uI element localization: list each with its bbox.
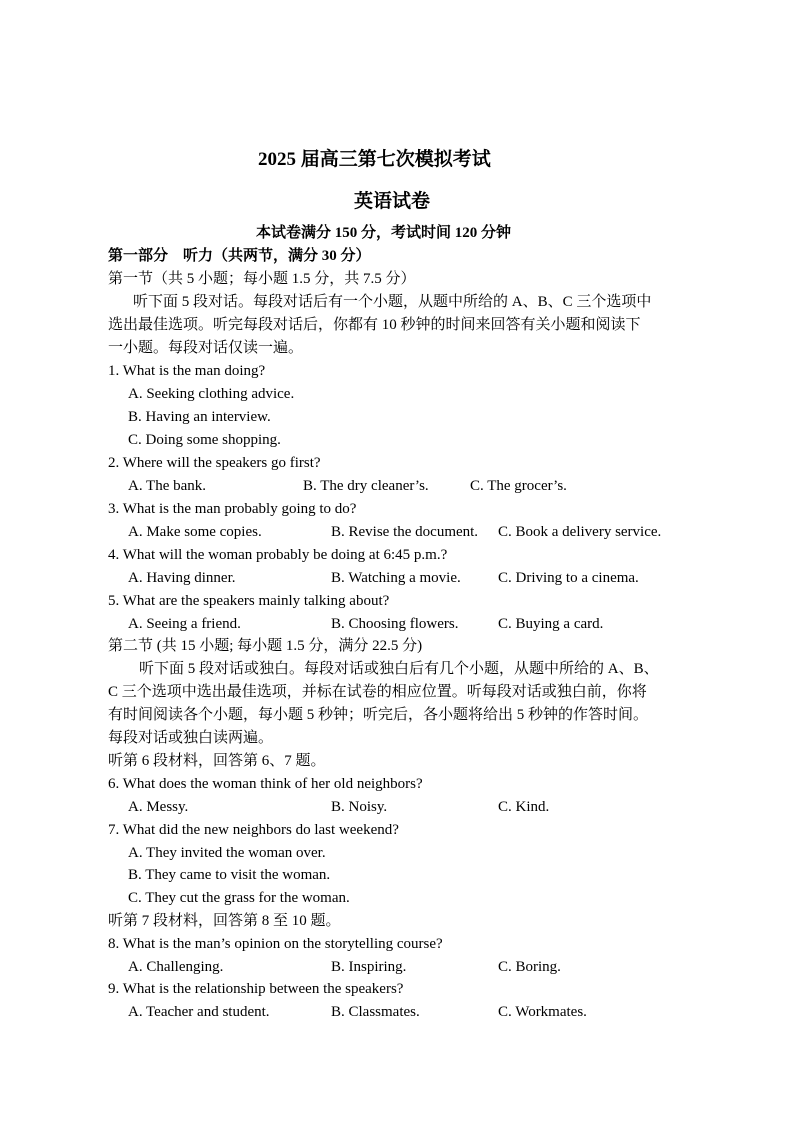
section2-instruction-line: 每段对话或独白读两遍。 — [108, 730, 274, 746]
q2-option-b: B. The dry cleaner’s. — [303, 478, 429, 494]
subject-title: 英语试卷 — [354, 191, 431, 212]
q8-option-b: B. Inspiring. — [331, 959, 407, 975]
material-6-label: 听第 6 段材料，回答第 6、7 题。 — [108, 753, 326, 769]
question-6: 6. What does the woman think of her old neighbors? — [108, 776, 423, 792]
q6-option-b: B. Noisy. — [331, 799, 388, 815]
section2-instruction-line: 有时间阅读各个小题，每小题 5 秒钟；听完后，各小题将给出 5 秒钟的作答时间。 — [108, 707, 649, 723]
section1-heading: 第一节（共 5 小题；每小题 1.5 分，共 7.5 分） — [108, 271, 416, 287]
q6-option-a: A. Messy. — [128, 799, 189, 815]
question-3: 3. What is the man probably going to do? — [108, 501, 357, 517]
q2-option-a: A. The bank. — [128, 478, 207, 494]
q3-option-c: C. Book a delivery service. — [498, 524, 662, 540]
part1-heading: 第一部分 听力（共两节，满分 30 分） — [108, 248, 371, 264]
q6-option-c: C. Kind. — [498, 799, 550, 815]
q2-option-c: C. The grocer’s. — [470, 478, 567, 494]
question-8: 8. What is the man’s opinion on the storytelling course? — [108, 936, 443, 952]
exam-info: 本试卷满分 150 分，考试时间 120 分钟 — [256, 225, 512, 241]
q3-option-a: A. Make some copies. — [128, 524, 262, 540]
q7-option-b: B. They came to visit the woman. — [128, 867, 331, 883]
q1-option-b: B. Having an interview. — [128, 409, 271, 425]
q9-option-c: C. Workmates. — [498, 1004, 587, 1020]
q7-option-a: A. They invited the woman over. — [128, 845, 326, 861]
q9-option-b: B. Classmates. — [331, 1004, 420, 1020]
q9-option-a: A. Teacher and student. — [128, 1004, 270, 1020]
question-1: 1. What is the man doing? — [108, 363, 266, 379]
section2-instruction-line: 听下面 5 段对话或独白。每段对话或独白后有几个小题，从题中所给的 A、B、 — [139, 661, 659, 677]
q3-option-b: B. Revise the document. — [331, 524, 479, 540]
exam-title: 2025 届高三第七次模拟考试 — [258, 149, 491, 170]
question-5: 5. What are the speakers mainly talking about? — [108, 593, 390, 609]
q4-option-b: B. Watching a movie. — [331, 570, 461, 586]
question-2: 2. Where will the speakers go first? — [108, 455, 321, 471]
q5-option-a: A. Seeing a friend. — [128, 616, 241, 632]
material-7-label: 听第 7 段材料，回答第 8 至 10 题。 — [108, 913, 341, 929]
q8-option-a: A. Challenging. — [128, 959, 224, 975]
section1-instruction-line: 选出最佳选项。听完每段对话后，你都有 10 秒钟的时间来回答有关小题和阅读下 — [108, 317, 641, 333]
question-4: 4. What will the woman probably be doing at 6:45 p.m.? — [108, 547, 448, 563]
q5-option-b: B. Choosing flowers. — [331, 616, 459, 632]
q7-option-c: C. They cut the grass for the woman. — [128, 890, 350, 906]
q4-option-a: A. Having dinner. — [128, 570, 236, 586]
section2-heading: 第二节 (共 15 小题; 每小题 1.5 分，满分 22.5 分) — [108, 638, 423, 654]
question-7: 7. What did the new neighbors do last weekend? — [108, 822, 399, 838]
q5-option-c: C. Buying a card. — [498, 616, 604, 632]
q8-option-c: C. Boring. — [498, 959, 561, 975]
question-9: 9. What is the relationship between the speakers? — [108, 981, 404, 997]
q1-option-a: A. Seeking clothing advice. — [128, 386, 295, 402]
q1-option-c: C. Doing some shopping. — [128, 432, 281, 448]
q4-option-c: C. Driving to a cinema. — [498, 570, 639, 586]
section1-instruction-line: 一小题。每段对话仅读一遍。 — [108, 340, 304, 356]
section2-instruction-line: C 三个选项中选出最佳选项，并标在试卷的相应位置。听每段对话或独白前，你将 — [108, 684, 647, 700]
section1-instruction-line: 听下面 5 段对话。每段对话后有一个小题，从题中所给的 A、B、C 三个选项中 — [133, 294, 652, 310]
